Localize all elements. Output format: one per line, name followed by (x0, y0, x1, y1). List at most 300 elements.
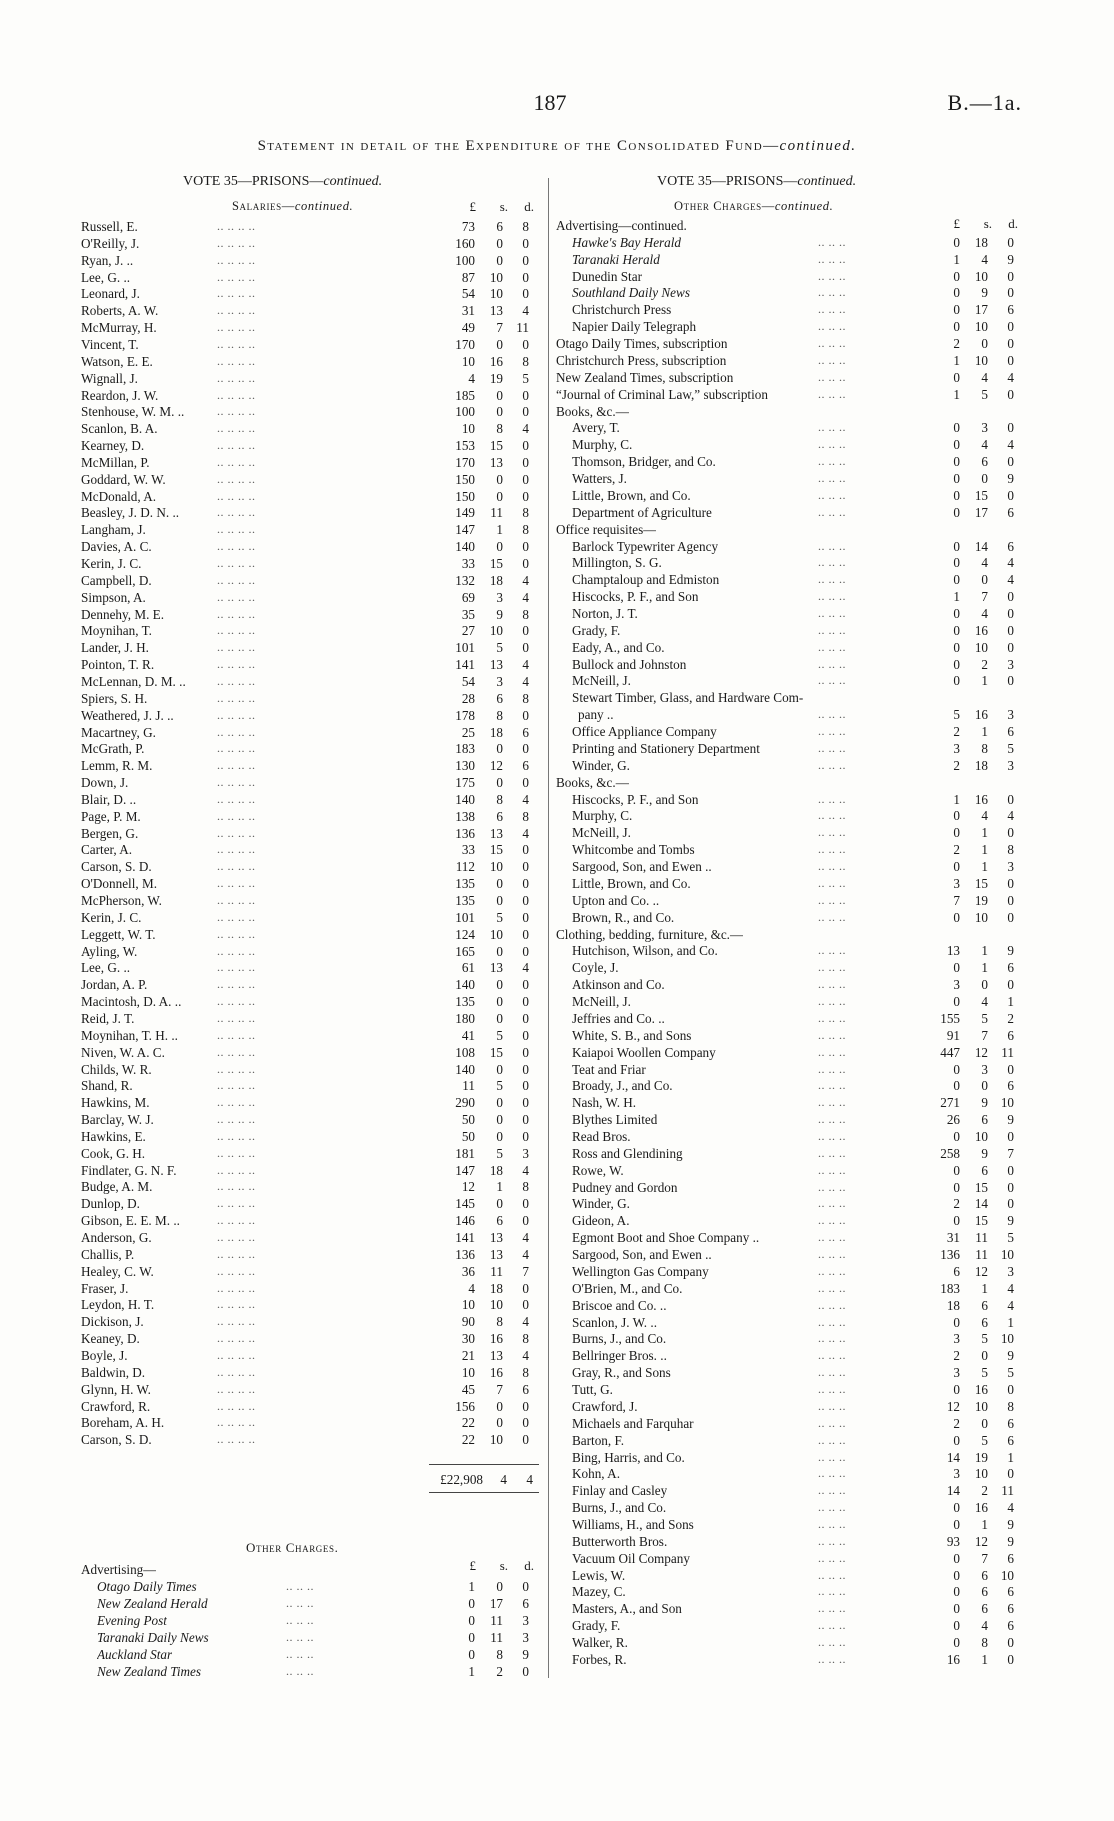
charge-row (556, 942, 1026, 959)
amount-pence: 0 (522, 556, 529, 571)
amount-pence: 0 (1007, 268, 1014, 284)
salary-row (81, 673, 543, 690)
payee-name: Read Bros. (572, 1128, 631, 1144)
employee-name: McGrath, P. (81, 741, 145, 757)
amount-pounds: 30 (461, 1331, 475, 1347)
amount-pence: 4 (1007, 1297, 1014, 1313)
charge-row (556, 1027, 1026, 1044)
leader-dots: .. .. .. (286, 1579, 314, 1593)
leader-dots: .. .. .. (818, 808, 846, 823)
charge-row (556, 504, 1026, 521)
payee-name: Kohn, A. (572, 1466, 620, 1482)
salary-row (81, 387, 543, 404)
salary-row (81, 690, 543, 707)
payee-name: Murphy, C. (572, 437, 633, 453)
amount-pence: 0 (522, 994, 529, 1010)
salary-row (81, 555, 543, 572)
amount-pounds: 4 (468, 370, 475, 386)
amount-shillings: 0 (496, 1112, 503, 1128)
employee-name: Davies, A. C. (81, 539, 152, 555)
amount-pounds: 0 (953, 437, 960, 453)
amount-pounds: 124 (455, 926, 475, 942)
salary-row (81, 959, 543, 976)
leader-dots: .. .. .. .. (217, 842, 256, 857)
employee-name: Carter, A. (81, 842, 133, 858)
leader-dots: .. .. .. (818, 369, 846, 384)
charge-row (556, 605, 1026, 622)
leader-dots: .. .. .. .. (217, 1027, 256, 1042)
charge-row (556, 841, 1026, 858)
charge-row (556, 1162, 1026, 1179)
leader-dots: .. .. .. (818, 1095, 846, 1110)
payee-name: Office Appliance Company (572, 724, 717, 740)
payee-name: Atkinson and Co. (572, 977, 665, 993)
payee-name: New Zealand Times, subscription (556, 369, 734, 385)
leader-dots: .. .. .. (286, 1664, 314, 1678)
charge-name: Evening Post (97, 1613, 167, 1628)
charge-row (556, 875, 1026, 892)
amount-pounds: 149 (455, 505, 475, 521)
payee-name: Office requisites— (556, 521, 657, 537)
amount-shillings: 16 (974, 1500, 988, 1516)
amount-shillings: 8 (496, 1314, 503, 1330)
employee-name: Dennehy, M. E. (81, 606, 165, 622)
salary-row (81, 504, 543, 521)
left-col-shillings: s. (499, 199, 508, 214)
amount-shillings: 3 (981, 420, 988, 436)
amount-pounds: 11 (462, 1078, 475, 1094)
total-rule-bottom (429, 1492, 539, 1493)
employee-name: Ayling, W. (81, 943, 138, 959)
employee-name: Scanlon, B. A. (81, 421, 158, 437)
leader-dots: .. .. .. (818, 1348, 846, 1363)
payee-name: Hawke's Bay Herald (572, 234, 682, 250)
charge-row (556, 824, 1026, 841)
amount-pence: 9 (1007, 471, 1014, 487)
amount-pounds: 130 (455, 758, 475, 774)
amount-pence: 4 (1007, 437, 1014, 453)
payee-name: Vacuum Oil Company (572, 1550, 690, 1566)
amount-pounds: 1 (468, 1664, 475, 1679)
amount-shillings: 8 (496, 421, 503, 437)
amount-pence: 0 (522, 909, 529, 925)
leader-dots: .. .. .. (818, 268, 846, 283)
amount-shillings: 0 (496, 994, 503, 1010)
amount-shillings: 19 (974, 892, 988, 908)
amount-shillings: 5 (981, 1432, 988, 1448)
amount-shillings: 8 (496, 791, 503, 807)
payee-name: Printing and Stationery Department (572, 740, 760, 756)
amount-shillings: 6 (496, 1213, 503, 1229)
leader-dots: .. .. .. (818, 875, 846, 890)
amount-shillings: 5 (496, 640, 503, 656)
salaries-total-row (429, 1471, 543, 1488)
leader-dots: .. .. .. .. (217, 1398, 256, 1413)
charge-row (556, 1094, 1026, 1111)
amount-shillings: 10 (489, 623, 503, 639)
amount-pounds: 10 (461, 1364, 475, 1380)
amount-shillings: 6 (496, 690, 503, 706)
amount-pence: 0 (522, 438, 529, 454)
amount-pounds: 0 (953, 234, 960, 250)
amount-shillings: 0 (496, 252, 503, 268)
leader-dots: .. .. .. .. (217, 977, 256, 992)
amount-shillings: 5 (496, 1027, 503, 1043)
amount-pence: 6 (1007, 1618, 1014, 1634)
charge-row (556, 1145, 1026, 1162)
leader-dots: .. .. .. .. (217, 893, 256, 907)
amount-pounds: 4 (468, 1280, 475, 1296)
amount-shillings: 11 (490, 1263, 503, 1279)
amount-shillings: 1 (981, 1280, 988, 1296)
charge-name: Taranaki Daily News (97, 1630, 209, 1645)
amount-pence: 0 (522, 1196, 529, 1212)
amount-pence: 0 (522, 1061, 529, 1077)
amount-pounds: 1 (953, 589, 960, 605)
salary-row (81, 1061, 543, 1078)
leader-dots: .. .. .. (818, 538, 846, 553)
amount-pounds: 150 (455, 488, 475, 504)
amount-shillings: 10 (489, 1297, 503, 1313)
charge-row (556, 1314, 1026, 1331)
salary-row (81, 1162, 543, 1179)
amount-shillings: 0 (981, 977, 988, 993)
amount-pence: 6 (1007, 1601, 1014, 1617)
amount-shillings: 3 (496, 589, 503, 605)
leader-dots: .. .. .. (818, 892, 846, 907)
other-charge-row (81, 1629, 543, 1646)
amount-shillings: 6 (496, 808, 503, 824)
employee-name: Niven, W. A. C. (81, 1044, 165, 1060)
salary-row (81, 1364, 543, 1381)
total-shillings: 4 (500, 1472, 507, 1487)
charge-row (556, 1651, 1026, 1668)
left-col-pence: d. (524, 199, 534, 214)
charge-name: Otago Daily Times (97, 1579, 197, 1594)
salary-row (81, 1414, 543, 1431)
charge-row (556, 1583, 1026, 1600)
leader-dots: .. .. .. (818, 1331, 846, 1346)
left-section-heading (232, 199, 353, 214)
charge-row (556, 1398, 1026, 1415)
amount-pounds: 1 (953, 251, 960, 267)
payee-name: Grady, F. (572, 1618, 621, 1634)
salary-row (81, 1313, 543, 1330)
leader-dots: .. .. .. (818, 1078, 846, 1093)
amount-pounds: 290 (455, 1095, 475, 1111)
salary-row (81, 724, 543, 741)
amount-pence: 0 (1007, 1162, 1014, 1178)
amount-pounds: 136 (455, 1246, 475, 1262)
other-charges-heading: Other Charges. (246, 1540, 339, 1555)
amount-pence: 6 (522, 724, 529, 740)
payee-name: Napier Daily Telegraph (572, 319, 697, 335)
employee-name: Simpson, A. (81, 589, 146, 605)
payee-name: Tutt, G. (572, 1382, 613, 1398)
charge-name: Auckland Star (97, 1647, 173, 1662)
charge-row (556, 1212, 1026, 1229)
leader-dots: .. .. .. .. (217, 859, 256, 874)
amount-pence: 6 (1007, 724, 1014, 740)
amount-shillings: 4 (981, 994, 988, 1010)
charge-row (556, 976, 1026, 993)
leader-dots: .. .. .. .. (217, 353, 256, 368)
charge-row (556, 656, 1026, 673)
employee-name: Challis, P. (81, 1246, 135, 1262)
amount-pence: 0 (1007, 622, 1014, 638)
leader-dots: .. .. .. (818, 454, 846, 469)
payee-name: Ross and Glendining (572, 1145, 683, 1161)
amount-pence: 1 (1007, 1314, 1014, 1330)
salary-row (81, 1195, 543, 1212)
amount-pence: 0 (522, 640, 529, 656)
amount-pounds: 16 (946, 1651, 960, 1667)
amount-pounds: 140 (455, 791, 475, 807)
charge-row (556, 1449, 1026, 1466)
amount-pounds: 112 (455, 859, 475, 875)
amount-pence: 8 (522, 690, 529, 706)
leader-dots: .. .. .. .. (217, 791, 256, 806)
leader-dots: .. .. .. (818, 1466, 846, 1481)
salary-row (81, 774, 543, 791)
leader-dots: .. .. .. (818, 1247, 846, 1262)
amount-pence: 3 (1007, 1263, 1014, 1279)
amount-pounds: 0 (953, 1314, 960, 1330)
payee-name: Gideon, A. (572, 1213, 630, 1229)
amount-pence: 9 (522, 1647, 529, 1662)
amount-shillings: 0 (496, 943, 503, 959)
leader-dots: .. .. .. (818, 1263, 846, 1278)
salary-row (81, 1263, 543, 1280)
amount-pounds: 2 (953, 1348, 960, 1364)
amount-pence: 9 (1007, 1516, 1014, 1532)
leader-dots: .. .. .. .. (217, 1095, 256, 1110)
amount-pounds: 3 (953, 1466, 960, 1482)
payee-name: Broady, J., and Co. (572, 1078, 673, 1094)
amount-pence: 0 (1007, 336, 1014, 352)
employee-name: Stenhouse, W. M. .. (81, 404, 185, 420)
amount-pence: 0 (522, 1213, 529, 1229)
amount-shillings: 10 (489, 859, 503, 875)
employee-name: McPherson, W. (81, 893, 162, 908)
employee-name: Goddard, W. W. (81, 471, 166, 487)
amount-pence: 0 (522, 1579, 529, 1594)
leader-dots: .. .. .. (818, 909, 846, 924)
amount-shillings: 13 (489, 1246, 503, 1262)
salary-row (81, 909, 543, 926)
salary-row (81, 437, 543, 454)
employee-name: Gibson, E. E. M. .. (81, 1213, 180, 1229)
employee-name: McMillan, P. (81, 454, 150, 470)
column-divider (548, 178, 549, 1678)
salary-row (81, 841, 543, 858)
payee-name: Barton, F. (572, 1432, 625, 1448)
amount-pence: 5 (1007, 740, 1014, 756)
salary-row (81, 858, 543, 875)
amount-pence: 8 (522, 522, 529, 538)
leader-dots: .. .. .. .. (217, 1128, 256, 1143)
amount-pence: 8 (522, 219, 529, 234)
charge-row (556, 352, 1026, 369)
payee-name: Teat and Friar (572, 1061, 646, 1077)
charge-row (556, 284, 1026, 301)
payee-name: O'Brien, M., and Co. (572, 1280, 683, 1296)
amount-pence: 0 (522, 893, 529, 908)
payee-name: Coyle, J. (572, 960, 619, 976)
amount-pence: 6 (522, 758, 529, 774)
charge-row (556, 774, 1026, 791)
employee-name: Pointon, T. R. (81, 657, 155, 673)
amount-pence: 0 (522, 1010, 529, 1026)
amount-pence: 0 (522, 876, 529, 892)
charge-row (556, 251, 1026, 268)
amount-shillings: 6 (981, 1314, 988, 1330)
employee-name: Fraser, J. (81, 1280, 129, 1296)
salary-row (81, 285, 543, 302)
amount-shillings: 3 (496, 673, 503, 689)
amount-shillings: 0 (496, 1095, 503, 1111)
amount-pence: 0 (522, 488, 529, 504)
charge-row (556, 892, 1026, 909)
amount-pence: 10 (1000, 1095, 1014, 1111)
employee-name: Langham, J. (81, 522, 146, 538)
amount-shillings: 5 (981, 1331, 988, 1347)
employee-name: O'Donnell, M. (81, 876, 158, 892)
amount-pence: 6 (1007, 538, 1014, 554)
amount-pence: 4 (1007, 572, 1014, 588)
amount-shillings: 0 (496, 539, 503, 555)
amount-pounds: 0 (953, 1500, 960, 1516)
amount-pence: 0 (522, 1044, 529, 1060)
other-charge-row (81, 1646, 543, 1663)
leader-dots: .. .. .. .. (217, 640, 256, 655)
salary-row (81, 875, 543, 892)
amount-shillings: 1 (981, 960, 988, 976)
employee-name: Lee, G. .. (81, 960, 131, 976)
salary-row (81, 707, 543, 724)
amount-pence: 3 (522, 1630, 529, 1645)
amount-pence: 6 (1007, 1415, 1014, 1431)
salary-row (81, 218, 543, 235)
payee-name: Avery, T. (572, 420, 620, 436)
employee-name: Weathered, J. J. .. (81, 707, 174, 723)
payee-name: Gray, R., and Sons (572, 1365, 671, 1381)
total-rule-top (429, 1464, 539, 1465)
leader-dots: .. .. .. .. (217, 286, 256, 301)
employee-name: Page, P. M. (81, 808, 141, 824)
leader-dots: .. .. .. .. (217, 387, 256, 402)
leader-dots: .. .. .. .. (217, 1263, 256, 1278)
amount-pounds: 10 (461, 353, 475, 369)
amount-shillings: 7 (496, 320, 503, 336)
amount-pence: 5 (522, 370, 529, 386)
employee-name: Spiers, S. H. (81, 690, 148, 706)
amount-shillings: 1 (981, 673, 988, 689)
amount-pence: 4 (522, 421, 529, 437)
amount-pounds: 0 (953, 1635, 960, 1651)
leader-dots: .. .. .. (818, 724, 846, 739)
charge-row (556, 639, 1026, 656)
amount-pounds: 170 (455, 336, 475, 352)
leader-dots: .. .. .. (818, 352, 846, 367)
amount-pounds: 155 (940, 1010, 960, 1026)
employee-name: Dickison, J. (81, 1314, 144, 1330)
leader-dots: .. .. .. .. (217, 1145, 256, 1160)
amount-pounds: 0 (953, 960, 960, 976)
employee-name: Cook, G. H. (81, 1145, 146, 1161)
employee-name: Carson, S. D. (81, 1432, 152, 1448)
amount-shillings: 18 (489, 1162, 503, 1178)
amount-pounds: 1 (953, 352, 960, 368)
amount-pounds: 0 (953, 1550, 960, 1566)
employee-name: Boreham, A. H. (81, 1415, 165, 1431)
amount-shillings: 0 (981, 572, 988, 588)
amount-shillings: 11 (975, 1230, 988, 1246)
amount-pounds: 31 (461, 303, 475, 319)
employee-name: Kearney, D. (81, 438, 145, 454)
salary-row (81, 1128, 543, 1145)
amount-pence: 0 (522, 1398, 529, 1414)
leader-dots: .. .. .. (818, 977, 846, 992)
amount-pence: 0 (522, 269, 529, 285)
amount-pounds: 170 (455, 454, 475, 470)
employee-name: Findlater, G. N. F. (81, 1162, 177, 1178)
employee-name: Moynihan, T. H. .. (81, 1027, 178, 1043)
payee-name: Eady, A., and Co. (572, 639, 665, 655)
left-column-header (430, 199, 540, 216)
amount-pounds: 150 (455, 471, 475, 487)
leader-dots: .. .. .. (818, 1584, 846, 1599)
leader-dots: .. .. .. (818, 1550, 846, 1565)
amount-pence: 4 (1007, 1280, 1014, 1296)
charge-row (556, 1044, 1026, 1061)
leader-dots: .. .. .. (818, 471, 846, 486)
amount-pounds: 100 (455, 252, 475, 268)
amount-shillings: 16 (974, 622, 988, 638)
amount-shillings: 13 (489, 825, 503, 841)
charge-row (556, 470, 1026, 487)
salary-row (81, 791, 543, 808)
amount-pence: 6 (1007, 1078, 1014, 1094)
amount-pounds: 31 (946, 1230, 960, 1246)
amount-shillings: 0 (496, 1398, 503, 1414)
amount-pounds: 175 (455, 775, 475, 791)
amount-shillings: 17 (489, 1596, 503, 1611)
amount-pounds: 132 (455, 572, 475, 588)
amount-pounds: 0 (953, 656, 960, 672)
amount-pence: 0 (522, 623, 529, 639)
amount-pounds: 41 (461, 1027, 475, 1043)
amount-pence: 0 (522, 454, 529, 470)
leader-dots: .. .. .. .. (217, 876, 256, 891)
employee-name: Hawkins, M. (81, 1095, 150, 1111)
amount-shillings: 8 (981, 740, 988, 756)
amount-pence: 0 (1007, 977, 1014, 993)
employee-name: Kerin, J. C. (81, 556, 142, 571)
employee-name: McLennan, D. M. .. (81, 673, 186, 689)
amount-shillings: 4 (981, 251, 988, 267)
payee-name: Dunedin Star (572, 268, 642, 284)
payee-name: Egmont Boot and Shoe Company .. (572, 1230, 760, 1246)
amount-pence: 4 (522, 657, 529, 673)
amount-pounds: 2 (953, 1415, 960, 1431)
amount-shillings: 0 (981, 1348, 988, 1364)
other-charge-row (81, 1578, 543, 1595)
charge-row (556, 487, 1026, 504)
payee-name: Butterworth Bros. (572, 1533, 668, 1549)
payee-name: Rowe, W. (572, 1162, 624, 1178)
amount-pounds: 0 (953, 1618, 960, 1634)
